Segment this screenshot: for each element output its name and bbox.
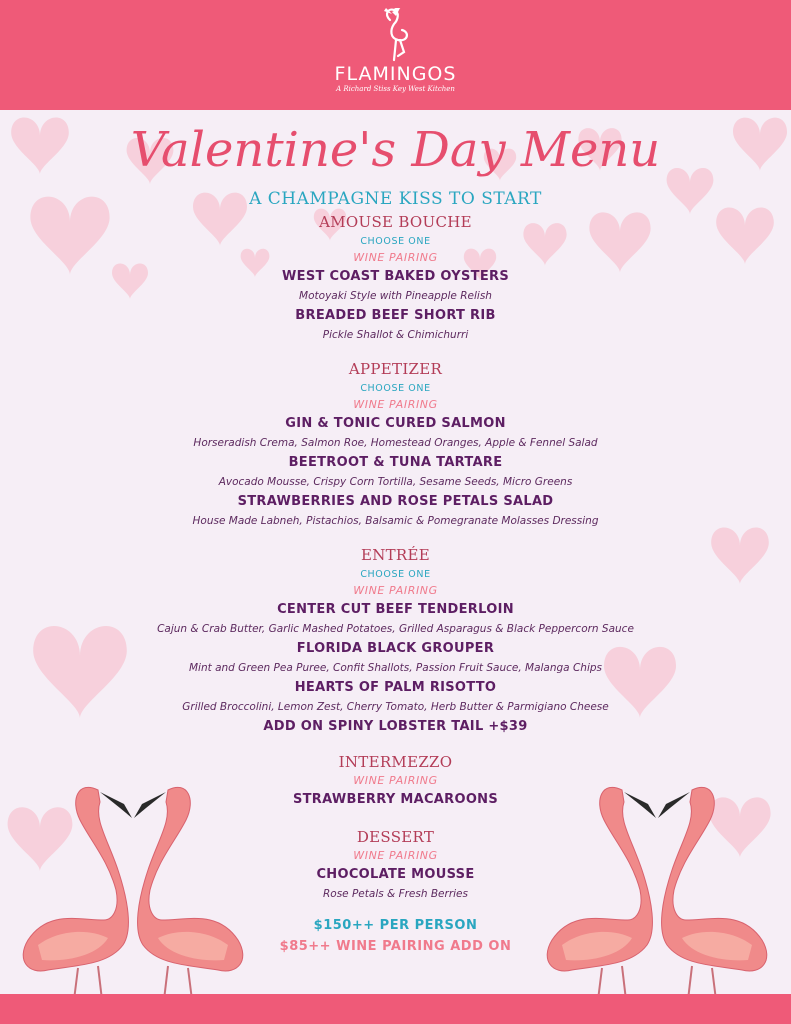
dish-description: Pickle Shallot & Chimichurri	[322, 329, 469, 341]
price-per-person: $150++ PER PERSON	[313, 918, 478, 933]
footer-bar	[0, 994, 791, 1024]
choose-one-label: CHOOSE ONE	[360, 569, 431, 580]
dish-name: CENTER CUT BEEF TENDERLOIN	[277, 602, 514, 617]
dish-description: Horseradish Crema, Salmon Roe, Homestead Oranges, Apple & Fennel Salad	[193, 437, 598, 449]
menu-tagline: A CHAMPAGNE KISS TO START	[249, 189, 542, 209]
dish-description: Cajun & Crab Butter, Garlic Mashed Potatoes, Grilled Asparagus & Black Peppercorn Sauce	[157, 623, 634, 635]
dish-name: CHOCOLATE MOUSSE	[316, 867, 475, 882]
dish-description: Avocado Mousse, Crispy Corn Tortilla, Sesame Seeds, Micro Greens	[218, 476, 573, 488]
addon-lobster: ADD ON SPINY LOBSTER TAIL +$39	[263, 719, 528, 734]
brand-logo	[0, 8, 791, 94]
dish-description: House Made Labneh, Pistachios, Balsamic & Pomegranate Molasses Dressing	[192, 515, 599, 527]
dish-description: Motoyaki Style with Pineapple Relish	[299, 290, 492, 302]
course-title-dessert: DESSERT	[356, 828, 435, 846]
price-wine-pairing: $85++ WINE PAIRING ADD ON	[279, 939, 512, 954]
choose-one-label: CHOOSE ONE	[360, 383, 431, 394]
course-title-intermezzo: INTERMEZZO	[338, 753, 453, 771]
dish-description: Mint and Green Pea Puree, Confit Shallots, Passion Fruit Sauce, Malanga Chips	[189, 662, 602, 674]
dish-name: STRAWBERRIES AND ROSE PETALS SALAD	[237, 494, 554, 509]
wine-pairing-label: WINE PAIRING	[353, 398, 438, 411]
dish-name: BEETROOT & TUNA TARTARE	[288, 455, 503, 470]
flamingo-pair-icon	[8, 770, 258, 1000]
menu-title: Valentine's Day Menu	[130, 122, 661, 178]
dish-name: STRAWBERRY MACAROONS	[292, 792, 499, 807]
dish-name: GIN & TONIC CURED SALMON	[285, 416, 506, 431]
dish-description: Rose Petals & Fresh Berries	[322, 888, 468, 900]
dish-name: HEARTS OF PALM RISOTTO	[294, 680, 497, 695]
wine-pairing-label: WINE PAIRING	[353, 251, 438, 264]
dish-name: WEST COAST BAKED OYSTERS	[282, 269, 509, 284]
wine-pairing-label: WINE PAIRING	[353, 584, 438, 597]
dish-name: FLORIDA BLACK GROUPER	[296, 641, 495, 656]
course-title-appetizer: APPETIZER	[348, 360, 443, 378]
brand-name: FLAMINGOS	[334, 63, 457, 85]
brand-tagline: A Richard Stiss Key West Kitchen	[336, 85, 455, 93]
flamingo-pair-icon	[532, 770, 782, 1000]
dish-name: BREADED BEEF SHORT RIB	[295, 308, 496, 323]
flamingo-logo-icon	[376, 8, 416, 64]
wine-pairing-label: WINE PAIRING	[353, 774, 438, 787]
course-title-entree: ENTRÉE	[360, 546, 431, 564]
wine-pairing-label: WINE PAIRING	[353, 849, 438, 862]
course-title-amouse-bouche: AMOUSE BOUCHE	[319, 213, 472, 231]
choose-one-label: CHOOSE ONE	[360, 236, 431, 247]
dish-description: Grilled Broccolini, Lemon Zest, Cherry Tomato, Herb Butter & Parmigiano Cheese	[182, 701, 609, 713]
